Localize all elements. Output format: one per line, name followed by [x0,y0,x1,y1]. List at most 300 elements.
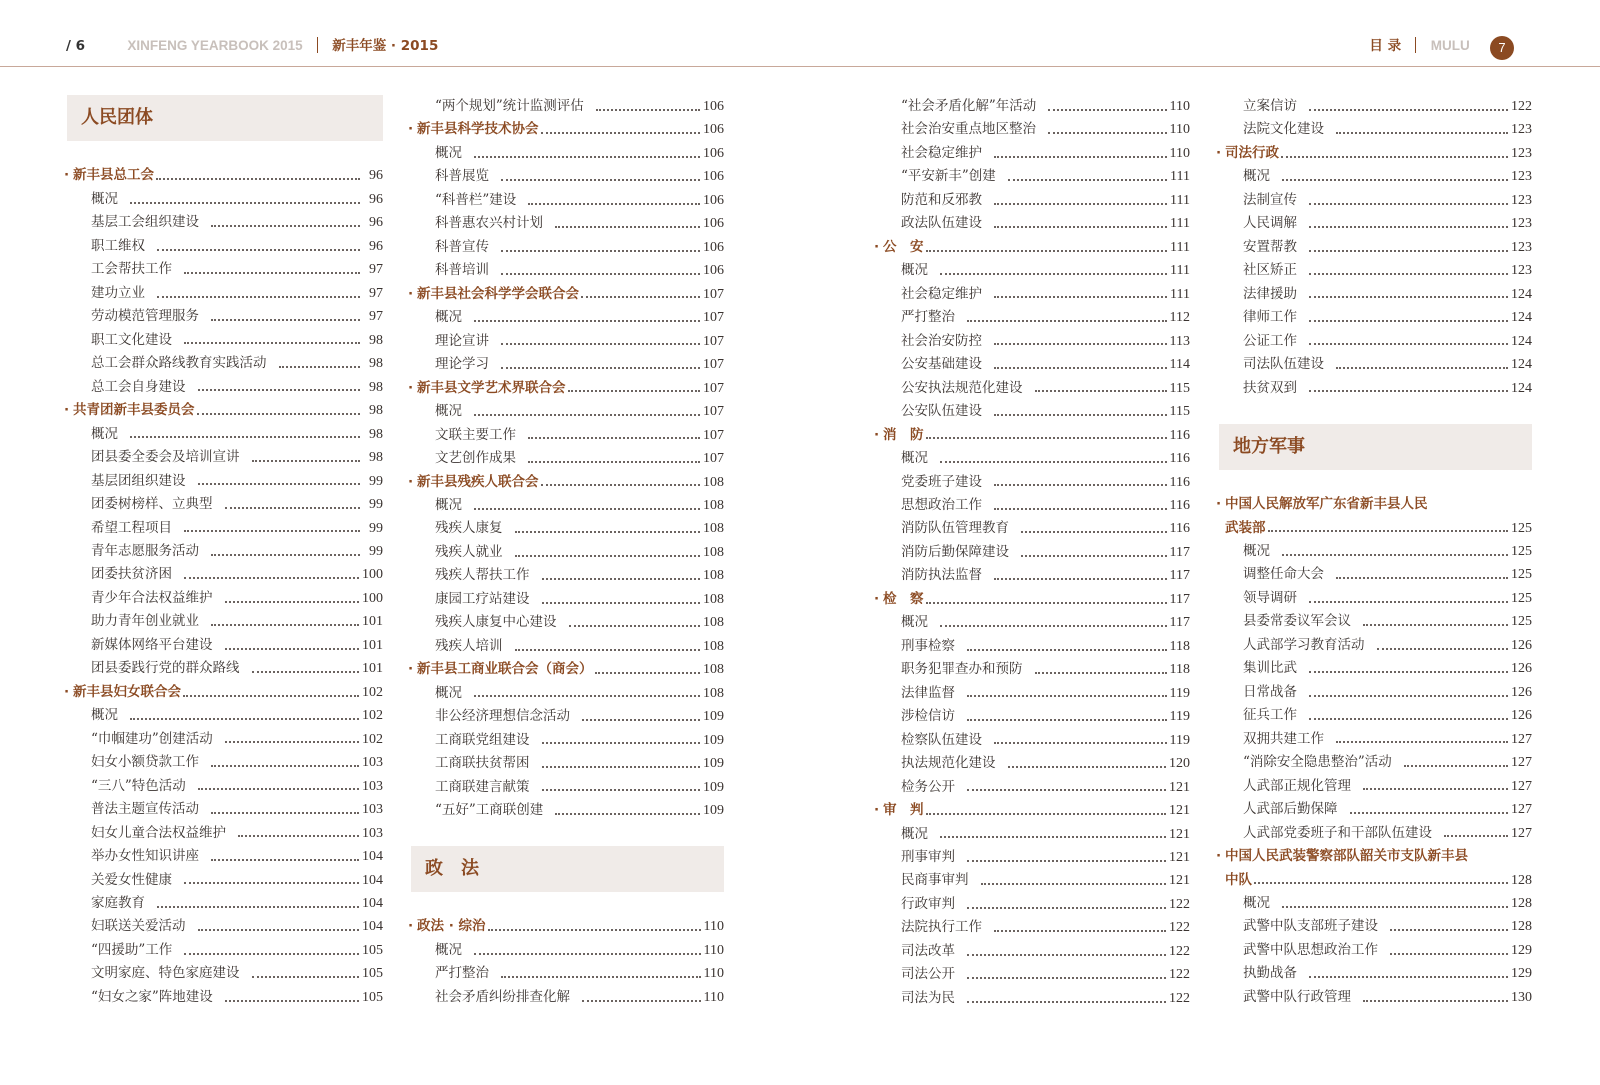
toc-page-number: 104 [362,849,383,865]
toc-page-number: 106 [703,239,724,255]
toc-entry-title: 总工会群众路线教育实践活动 [91,355,267,372]
dot-leader [1282,554,1508,556]
toc-page-number: 110 [703,919,724,935]
toc-category[interactable] [1219,517,1532,540]
toc-entry[interactable] [67,282,383,305]
dot-leader [157,906,359,908]
toc-column-3 [877,95,1190,1010]
toc-category[interactable] [877,236,1190,259]
toc-entry[interactable] [877,283,1190,306]
dot-leader [528,203,700,205]
dot-leader [501,367,700,369]
toc-category[interactable] [411,283,724,306]
toc-entry[interactable] [1219,236,1532,259]
toc-page-number: 106 [703,122,724,138]
toc-entry[interactable] [411,95,724,118]
dot-leader [252,671,360,673]
dot-leader [198,483,361,485]
toc-page-number: 126 [1511,684,1532,700]
toc-entry[interactable] [1219,563,1532,586]
toc-entry[interactable] [1219,353,1532,376]
toc-page-number: 126 [1511,637,1532,653]
toc-entry[interactable] [411,588,724,611]
toc-entry[interactable] [877,95,1190,118]
toc-entry[interactable] [67,235,383,258]
toc-category[interactable] [877,799,1190,822]
toc-entry[interactable] [1219,892,1532,915]
dot-leader [1350,812,1509,814]
toc-entry[interactable] [67,470,383,493]
toc-entry-title: 概况 [901,825,928,842]
toc-entry[interactable] [411,236,724,259]
toc-entry[interactable] [411,799,724,822]
toc-page-number: 109 [703,779,724,795]
toc-entry[interactable] [1219,704,1532,727]
toc-entry[interactable] [67,986,383,1009]
toc-entry[interactable] [877,635,1190,658]
toc-entry[interactable] [877,611,1190,634]
toc-entry[interactable] [877,682,1190,705]
toc-entry-title: 职务犯罪查办和预防 [901,661,1023,678]
toc-entry-title: 科普培训 [435,262,489,279]
dot-leader [967,719,1167,721]
toc-entry-title: 工商联建言献策 [435,778,530,795]
toc-entry[interactable] [1219,283,1532,306]
toc-entry[interactable] [67,634,383,657]
toc-entry[interactable] [411,729,724,752]
toc-entry-title: 劳动模范管理服务 [91,308,199,325]
toc-category[interactable] [877,424,1190,447]
toc-entry[interactable] [67,775,383,798]
toc-entry-title: · 中国人民武装警察部队韶关市支队新丰县 [1219,845,1468,868]
toc-page-number: 97 [369,285,383,301]
toc-category[interactable] [1219,142,1532,165]
toc-page-number: 96 [369,215,383,231]
toc-entry[interactable] [411,517,724,540]
toc-entry[interactable] [1219,95,1532,118]
toc-entry[interactable] [877,471,1190,494]
toc-entry-title: 社会治安防控 [901,332,982,349]
toc-entry[interactable] [877,564,1190,587]
toc-entry-title: 消防后勤保障建设 [901,543,1009,560]
toc-page-number: 124 [1511,333,1532,349]
toc-entry[interactable] [877,752,1190,775]
toc-category[interactable] [67,399,383,422]
toc-entry[interactable] [67,798,383,821]
toc-entry[interactable] [877,823,1190,846]
toc-entry-title: 康园工疗站建设 [435,590,530,607]
toc-entry[interactable] [877,330,1190,353]
toc-entry[interactable] [411,682,724,705]
toc-entry[interactable] [411,564,724,587]
toc-entry[interactable] [877,377,1190,400]
toc-entry[interactable] [877,846,1190,869]
toc-entry[interactable] [67,305,383,328]
dot-leader [1048,109,1166,111]
toc-page-number: 106 [703,99,724,114]
toc-entry[interactable] [1219,540,1532,563]
toc-entry-title: 希望工程项目 [91,519,172,536]
toc-entry[interactable] [877,987,1190,1010]
toc-entry-title: 关爱女性健康 [91,871,172,888]
toc-entry[interactable] [877,869,1190,892]
toc-entry-title: 科普展览 [435,168,489,185]
dot-leader [994,156,1167,158]
dot-leader [1309,695,1508,697]
toc-entry[interactable] [67,962,383,985]
toc-entry[interactable] [411,424,724,447]
toc-entry[interactable] [877,893,1190,916]
toc-page-number: 110 [1169,145,1190,161]
toc-entry-title: 残疾人就业 [435,543,503,560]
toc-page-number: 112 [1169,310,1190,326]
toc-category[interactable] [877,588,1190,611]
toc-entry[interactable] [1219,657,1532,680]
toc-page-number: 97 [369,309,383,325]
dot-leader [967,789,1166,791]
spacer [411,823,724,846]
toc-entry[interactable] [411,635,724,658]
toc-entry[interactable] [67,352,383,375]
toc-entry[interactable] [1219,189,1532,212]
toc-entry-title: 社会治安重点地区整治 [901,121,1036,138]
toc-entry-title: 集训比武 [1243,660,1297,677]
toc-entry[interactable] [67,657,383,680]
toc-page-number: 107 [703,310,724,326]
toc-entry[interactable] [411,259,724,282]
toc-entry-title: 基层工会组织建设 [91,214,199,231]
toc-entry[interactable] [1219,962,1532,985]
toc-entry[interactable] [411,494,724,517]
toc-page-number: 103 [362,802,383,818]
toc-entry[interactable] [877,447,1190,470]
toc-page-number: 107 [703,333,724,349]
toc-page-number: 99 [369,497,383,513]
toc-category[interactable] [1219,869,1532,892]
toc-page-number: 122 [1169,943,1190,959]
toc-entry[interactable] [67,258,383,281]
toc-entry[interactable] [1219,822,1532,845]
toc-entry-title: 工会帮扶工作 [91,261,172,278]
toc-entry[interactable] [877,940,1190,963]
dot-leader [211,765,359,767]
toc-page-number: 99 [369,473,383,489]
toc-page-number: 104 [362,896,383,911]
dot-leader [225,648,360,650]
dot-leader [130,436,360,438]
toc-entry-title: 社会矛盾纠纷排查化解 [435,988,570,1005]
contents-pinyin: MULU [1430,38,1470,53]
dot-leader [994,578,1167,580]
toc-entry[interactable] [877,541,1190,564]
toc-entry-title: 武警中队思想政治工作 [1243,941,1378,958]
toc-column-2 [411,95,724,1009]
toc-entry[interactable] [877,142,1190,165]
toc-entry-title: 概况 [1243,168,1270,185]
dot-leader [595,672,701,674]
toc-page-number: 111 [1170,192,1190,208]
dot-leader [1390,953,1508,955]
toc-entry-title: 理论学习 [435,356,489,373]
toc-page-number: 99 [369,520,383,536]
toc-entry[interactable] [67,563,383,586]
toc-entry[interactable] [67,493,383,516]
dot-leader [184,953,359,955]
toc-entry[interactable] [411,776,724,799]
toc-entry[interactable] [67,915,383,938]
dot-leader [541,132,701,134]
dot-leader [555,226,700,228]
toc-page-number: 111 [1170,239,1190,255]
toc-entry[interactable] [1219,118,1532,141]
toc-entry[interactable] [67,822,383,845]
toc-entry[interactable] [877,705,1190,728]
toc-page-number: 125 [1511,590,1532,606]
toc-entry-title: 职工文化建设 [91,331,172,348]
toc-entry[interactable] [1219,728,1532,751]
dot-leader [926,813,1167,815]
toc-entry-title: 人武部学习教育活动 [1243,636,1365,653]
toc-entry[interactable] [1219,610,1532,633]
toc-page-number: 127 [1511,825,1532,841]
section-heading: 人民团体 [67,95,383,141]
spacer [411,892,724,915]
toc-entry-title: 公安基础建设 [901,356,982,373]
toc-entry[interactable] [411,611,724,634]
toc-category[interactable] [411,915,724,938]
dot-leader [1444,835,1508,837]
toc-entry[interactable] [877,306,1190,329]
toc-entry[interactable] [67,517,383,540]
toc-entry[interactable] [67,376,383,399]
left-page-number: / 6 [66,38,86,54]
toc-entry[interactable] [877,776,1190,799]
dot-leader [1021,531,1167,533]
toc-entry-title: 司法公开 [901,966,955,983]
toc-entry[interactable] [877,165,1190,188]
toc-category[interactable] [411,658,724,681]
toc-category[interactable] [67,681,383,704]
toc-entry-title: 残疾人康复 [435,520,503,537]
toc-entry[interactable] [1219,330,1532,353]
toc-entry-title: 妇女小额贷款工作 [91,754,199,771]
toc-entry-title: 青少年合法权益维护 [91,589,213,606]
dot-leader [474,508,700,510]
toc-entry[interactable] [411,330,724,353]
toc-page-number: 107 [703,451,724,467]
toc-category[interactable] [411,118,724,141]
toc-entry[interactable] [411,400,724,423]
toc-page-number: 130 [1511,989,1532,1005]
toc-page-number: 108 [703,568,724,584]
toc-page-number: 105 [362,966,383,982]
toc-category[interactable] [411,471,724,494]
toc-entry[interactable] [67,869,383,892]
toc-entry-title: · 消 防 [877,424,924,447]
toc-entry[interactable] [1219,259,1532,282]
dot-leader [1035,390,1167,392]
toc-entry-title: 妇联送关爱活动 [91,918,186,935]
toc-entry[interactable] [1219,775,1532,798]
toc-page-number: 129 [1511,966,1532,982]
toc-entry-title: 新媒体网络平台建设 [91,636,213,653]
toc-page-number: 111 [1170,216,1190,232]
toc-page-number: 102 [362,684,383,700]
toc-entry[interactable] [877,189,1190,212]
toc-entry[interactable] [1219,306,1532,329]
dot-leader [1008,766,1167,768]
yearbook-english-title: XINFENG YEARBOOK 2015 [127,38,303,53]
dot-leader [211,624,359,626]
toc-entry[interactable] [67,329,383,352]
toc-entry[interactable] [411,986,724,1009]
toc-page-number: 110 [1169,99,1190,114]
toc-entry[interactable] [67,751,383,774]
toc-entry[interactable] [1219,681,1532,704]
toc-entry[interactable] [67,845,383,868]
toc-entry[interactable] [1219,798,1532,821]
dot-leader [967,649,1167,651]
toc-page-number: 119 [1169,709,1190,725]
dot-leader [1254,882,1508,884]
toc-entry-title: 概况 [1243,895,1270,911]
toc-entry[interactable] [411,939,724,962]
toc-entry[interactable] [877,658,1190,681]
toc-entry-title: 举办女性知识讲座 [91,848,199,865]
dot-leader [157,249,360,251]
toc-entry-title: 建功立业 [91,284,145,301]
toc-entry-title: 法院文化建设 [1243,121,1324,138]
toc-entry[interactable] [877,494,1190,517]
toc-page-number: 121 [1169,779,1190,795]
dot-leader [279,366,361,368]
toc-entry[interactable] [67,423,383,446]
toc-entry[interactable] [877,259,1190,282]
toc-page-number: 125 [1511,614,1532,630]
toc-entry[interactable] [411,447,724,470]
toc-entry[interactable] [1219,587,1532,610]
toc-entry[interactable] [1219,986,1532,1009]
toc-entry-title: 青年志愿服务活动 [91,542,199,559]
toc-page-number: 126 [1511,708,1532,724]
toc-entry-title: 团县委践行党的群众路线 [91,660,240,677]
toc-page-number: 98 [369,379,383,395]
toc-entry[interactable] [67,446,383,469]
toc-entry[interactable] [67,728,383,751]
toc-page-number: 128 [1511,919,1532,935]
toc-page-number: 101 [362,661,383,677]
toc-entry-title: “妇女之家”阵地建设 [91,988,213,1005]
toc-entry[interactable] [67,892,383,915]
toc-entry[interactable] [1219,165,1532,188]
dot-leader [967,860,1166,862]
dot-leader [474,695,700,697]
toc-entry[interactable] [67,211,383,234]
toc-entry[interactable] [1219,212,1532,235]
toc-entry-title: 工商联党组建设 [435,731,530,748]
toc-entry-title: · 审 判 [877,799,924,822]
toc-entry[interactable] [877,118,1190,141]
toc-entry[interactable] [877,916,1190,939]
toc-category[interactable] [1219,845,1532,868]
toc-entry[interactable] [411,962,724,985]
toc-entry[interactable] [877,963,1190,986]
toc-entry[interactable] [411,165,724,188]
toc-entry[interactable] [877,729,1190,752]
toc-page-number: 122 [1169,967,1190,983]
dot-leader [211,554,360,556]
toc-entry[interactable] [411,306,724,329]
toc-entry-title: · 新丰县文学艺术界联合会 [411,377,566,400]
dot-leader [1281,156,1508,158]
toc-entry-title: · 新丰县残疾人联合会 [411,471,539,494]
toc-entry-title: 概况 [435,684,462,701]
toc-entry-title: 安置帮教 [1243,238,1297,255]
dot-leader [156,178,360,180]
toc-entry[interactable] [411,212,724,235]
toc-entry[interactable] [1219,377,1532,400]
toc-entry[interactable] [411,541,724,564]
toc-category[interactable] [1219,493,1532,516]
toc-page-number: 96 [369,238,383,254]
toc-page-number: 101 [362,637,383,653]
toc-entry[interactable] [67,939,383,962]
toc-entry[interactable] [411,705,724,728]
toc-entry[interactable] [67,587,383,610]
toc-category[interactable] [67,164,383,187]
toc-entry-title: 司法队伍建设 [1243,356,1324,373]
toc-entry-title: 县委常委议军会议 [1243,613,1351,630]
dot-leader [198,929,360,931]
toc-page-number: 117 [1169,615,1190,631]
toc-entry[interactable] [1219,751,1532,774]
toc-entry[interactable] [67,540,383,563]
toc-entry-title: 征兵工作 [1243,707,1297,724]
toc-entry[interactable] [67,704,383,727]
dot-leader [1309,226,1508,228]
toc-entry[interactable] [877,353,1190,376]
toc-entry[interactable] [67,188,383,211]
toc-category[interactable] [411,377,724,400]
toc-entry-title: 扶贫双到 [1243,379,1297,396]
toc-entry[interactable] [1219,634,1532,657]
toc-page-number: 110 [1169,122,1190,138]
spacer [1219,400,1532,423]
toc-entry[interactable] [67,610,383,633]
spacer [1219,470,1532,493]
toc-entry[interactable] [411,752,724,775]
toc-entry-title: 概况 [1243,542,1270,559]
toc-page-number: 98 [369,450,383,466]
toc-entry-title: 武装部 [1225,519,1266,536]
dot-leader [474,320,700,322]
toc-entry[interactable] [411,353,724,376]
dot-leader [581,296,700,298]
toc-entry[interactable] [411,142,724,165]
toc-entry[interactable] [1219,915,1532,938]
toc-entry-title: 概况 [435,144,462,161]
toc-entry-title: 政法队伍建设 [901,215,982,232]
dot-leader [130,718,359,720]
toc-entry[interactable] [877,517,1190,540]
toc-entry[interactable] [1219,939,1532,962]
toc-entry[interactable] [411,189,724,212]
toc-entry[interactable] [877,212,1190,235]
toc-entry[interactable] [877,400,1190,423]
dot-leader [1363,788,1508,790]
dot-leader [501,179,700,181]
toc-entry-title: 概况 [435,403,462,420]
